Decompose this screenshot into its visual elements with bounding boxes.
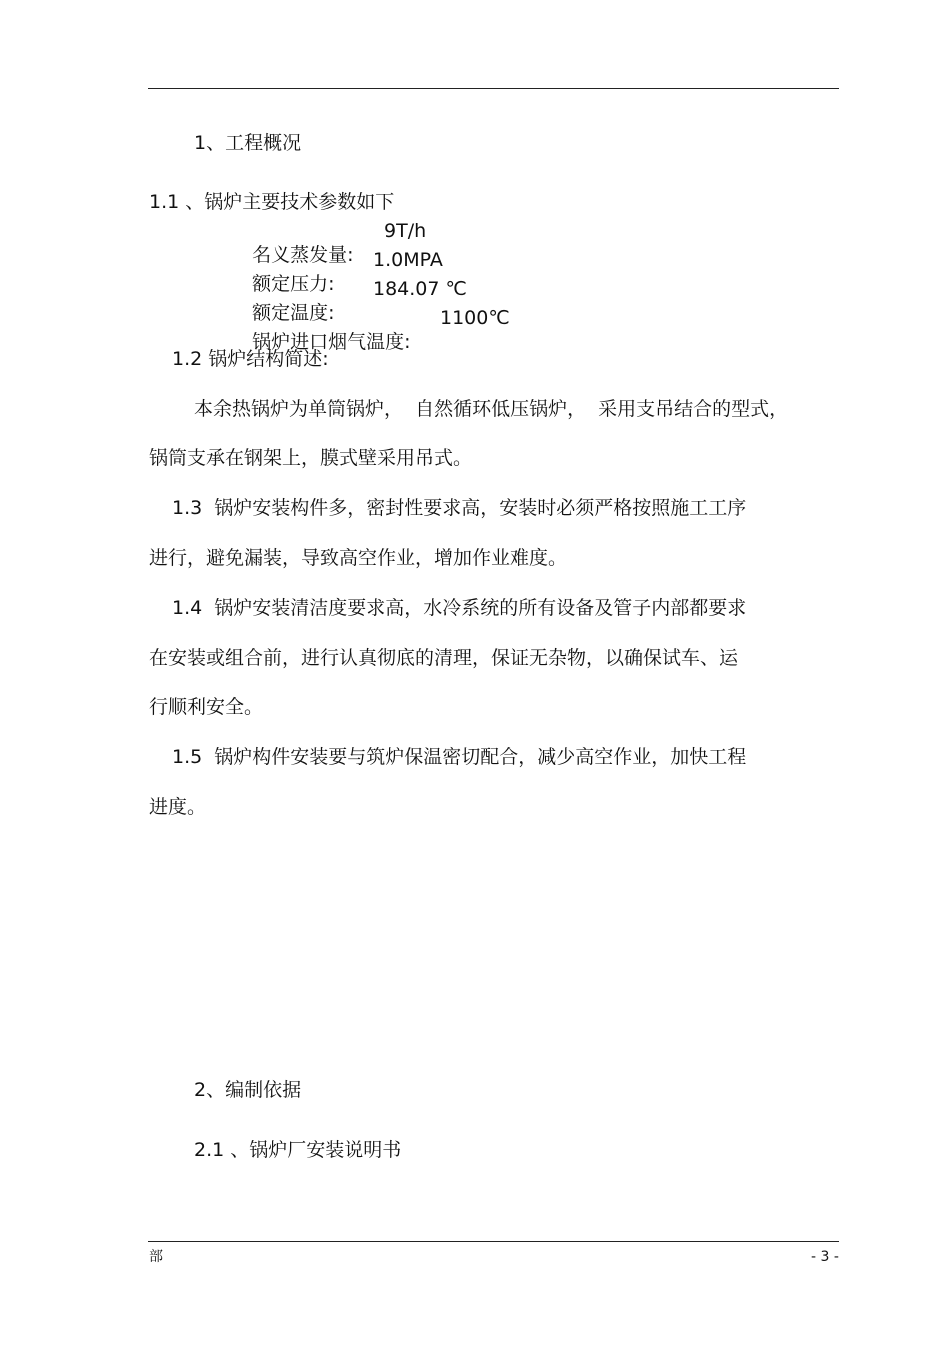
page-number: - 3 - <box>811 1249 839 1265</box>
param-label: 额定压力: <box>252 273 335 295</box>
header-rule <box>148 88 839 89</box>
param-label: 名义蒸发量: <box>252 244 354 266</box>
footer-rule <box>148 1241 839 1242</box>
param-value: 1.0MPA <box>373 249 443 271</box>
section-2-1-title: 2.1 、锅炉厂安装说明书 <box>194 1139 402 1161</box>
paragraph-line: 1.4 锅炉安装清洁度要求高，水冷系统的所有设备及管子内部都要求 <box>172 597 747 619</box>
paragraph-line: 1.3 锅炉安装构件多，密封性要求高，安装时必须严格按照施工工序 <box>172 497 747 519</box>
section-1-title: 1、工程概况 <box>194 132 302 154</box>
param-label: 锅炉进口烟气温度: <box>252 331 411 353</box>
paragraph-line: 在安装或组合前，进行认真彻底的清理，保证无杂物，以确保试车、运 <box>149 647 739 669</box>
footer-left-text: 部 <box>149 1249 163 1265</box>
paragraph-line: 进行，避免漏装，导致高空作业，增加作业难度。 <box>149 547 568 569</box>
paragraph-line: 锅筒支承在钢架上，膜式壁采用吊式。 <box>149 447 473 469</box>
paragraph-line: 行顺利安全。 <box>149 696 264 718</box>
param-value: 184.07 ℃ <box>373 278 467 300</box>
param-label: 额定温度: <box>252 302 335 324</box>
param-value: 1100℃ <box>440 307 510 329</box>
section-2-title: 2、编制依据 <box>194 1079 302 1101</box>
paragraph-line: 本余热锅炉为单筒锅炉， 自然循环低压锅炉， 采用支吊结合的型式， <box>194 398 789 420</box>
section-1-2-title: 1.2 锅炉结构简述: <box>172 348 329 370</box>
paragraph-line: 1.5 锅炉构件安装要与筑炉保温密切配合，减少高空作业，加快工程 <box>172 746 747 768</box>
paragraph-line: 进度。 <box>149 796 207 818</box>
param-value: 9T/h <box>384 220 427 242</box>
section-1-1-title: 1.1 、锅炉主要技术参数如下 <box>149 191 395 213</box>
